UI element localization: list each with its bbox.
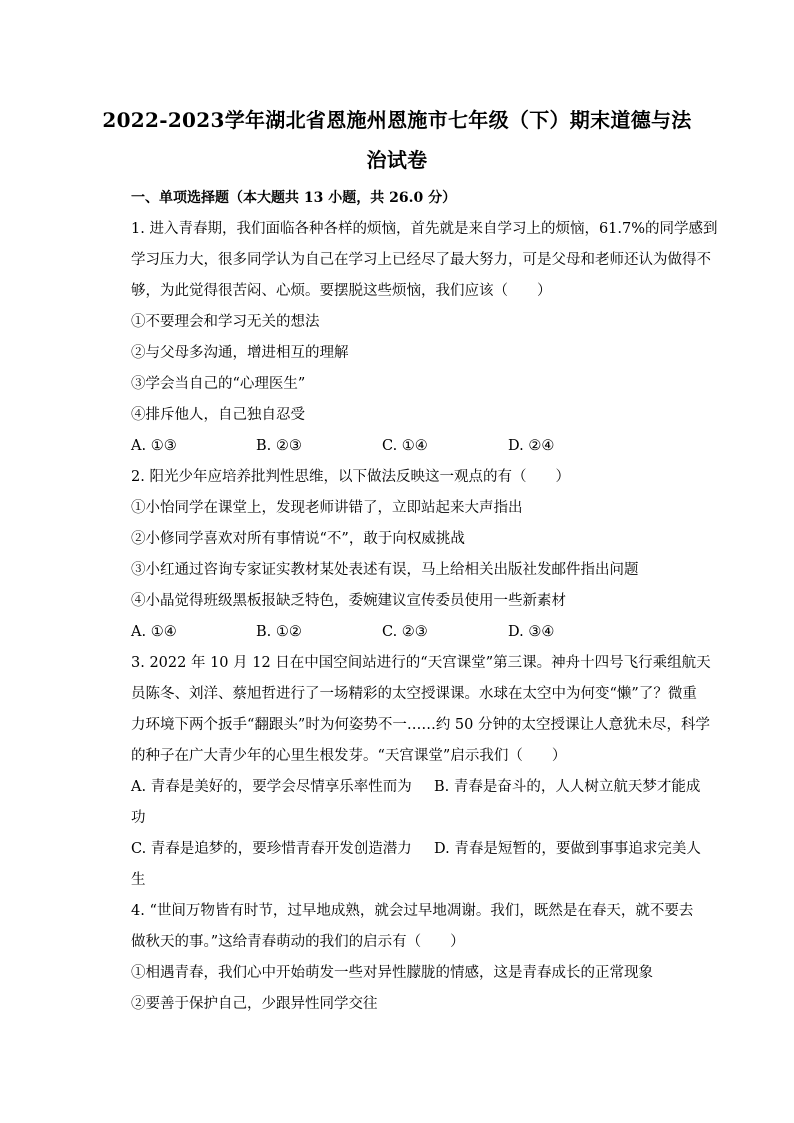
q1-item-2: ②与父母多沟通，增进相互的理解	[131, 345, 349, 361]
q1-stem-line-3: 够，为此觉得很苦闷、心烦。要摆脱这些烦恼，我们应该（ ）	[131, 283, 552, 299]
q2-option-d: D. ③④	[508, 624, 555, 640]
q1-item-4: ④排斥他人，自己独自忍受	[131, 407, 305, 423]
q4-stem-line-1: 4. “世间万物皆有时节，过早地成熟，就会过早地凋谢。我们，既然是在春天，就不要去	[131, 903, 694, 919]
q1-item-3: ③学会当自己的“心理医生”	[131, 376, 306, 392]
q2-item-1: ①小怡同学在课堂上，发现老师讲错了，立即站起来大声指出	[131, 500, 523, 516]
q3-stem-line-3: 力环境下两个扳手“翻跟头”时为何姿势不一……约 50 分钟的太空授课让人意犹未尽，科学	[131, 717, 710, 733]
q2-option-a: A. ①④	[131, 624, 177, 640]
q1-option-c: C. ①④	[382, 438, 428, 454]
q4-item-2: ②要善于保护自己，少跟异性同学交往	[131, 996, 378, 1012]
q3-stem-line-2: 员陈冬、刘洋、蔡旭哲进行了一场精彩的太空授课课。水球在太空中为何变“懒”了？微重	[131, 686, 697, 702]
q1-option-b: B. ②③	[256, 438, 302, 454]
q3-option-d-continued: 生	[131, 872, 146, 888]
q2-item-2: ②小修同学喜欢对所有事情说“不”，敢于向权威挑战	[131, 531, 465, 547]
section-heading: 一、单项选择题（本大题共 13 小题，共 26.0 分）	[131, 190, 457, 206]
q3-option-b: B. 青春是奋斗的，人人树立航天梦才能成	[434, 779, 701, 795]
q1-stem-line-1: 1. 进入青春期，我们面临各种各样的烦恼，首先就是来自学习上的烦恼，61.7%的同学感到	[131, 221, 718, 237]
q4-stem-line-2: 做秋天的事。”这给青春萌动的我们的启示有（ ）	[131, 934, 465, 950]
q3-option-d: D. 青春是短暂的，要做到事事追求完美人	[434, 841, 701, 857]
q1-option-a: A. ①③	[131, 438, 177, 454]
q2-option-b: B. ①②	[256, 624, 302, 640]
q3-option-a: A. 青春是美好的，要学会尽情享乐率性而为	[131, 779, 412, 795]
q3-option-c: C. 青春是追梦的，要珍惜青春开发创造潜力	[131, 841, 412, 857]
q3-stem-line-1: 3. 2022 年 10 月 12 日在中国空间站进行的“天宫课堂”第三课。神舟十四号飞行乘组航天	[131, 655, 711, 671]
q2-item-3: ③小红通过咨询专家证实教材某处表述有误，马上给相关出版社发邮件指出问题	[131, 562, 639, 578]
exam-title	[95, 100, 699, 180]
q3-option-b-continued: 功	[131, 810, 146, 826]
exam-title-line-2: 治试卷	[366, 148, 428, 172]
q1-option-d: D. ②④	[508, 438, 555, 454]
q2-option-c: C. ②③	[382, 624, 428, 640]
q1-stem-line-2: 学习压力大，很多同学认为自己在学习上已经尽了最大努力，可是父母和老师还认为做得不	[131, 252, 711, 268]
q2-item-4: ④小晶觉得班级黑板报缺乏特色，委婉建议宣传委员使用一些新素材	[131, 593, 566, 609]
q3-stem-line-4: 的种子在广大青少年的心里生根发芽。“天宫课堂”启示我们（ ）	[131, 748, 567, 764]
q1-item-1: ①不要理会和学习无关的想法	[131, 314, 320, 330]
exam-title-line-1: 2022-2023学年湖北省恩施州恩施市七年级（下）期末道德与法	[102, 108, 692, 132]
q4-item-1: ①相遇青春，我们心中开始萌发一些对异性朦胧的情感，这是青春成长的正常现象	[131, 965, 653, 981]
q2-stem-line-1: 2. 阳光少年应培养批判性思维，以下做法反映这一观点的有（ ）	[131, 469, 570, 485]
